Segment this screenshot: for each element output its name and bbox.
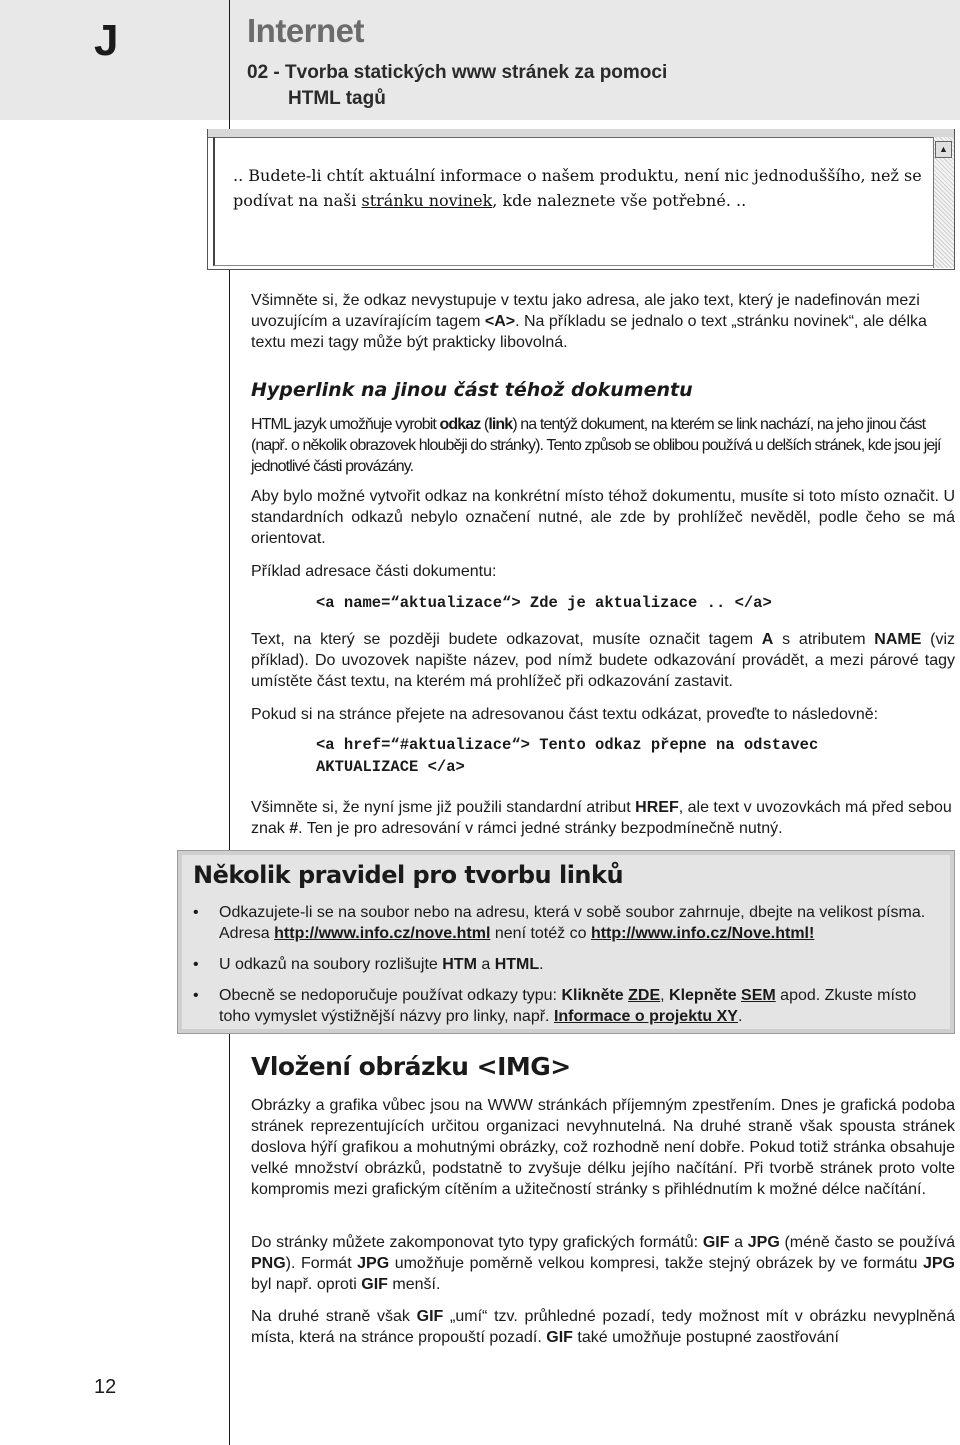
section1-paragraph-2: Aby bylo možné vytvořit odkaz na konkrétní místo téhož dokumentu, musíte si toto místo označit. U standardních odkazů nebylo označení nutné, ale zde by prohlížeč nevěděl, podle čeho se má orientovat. [251, 488, 955, 547]
code-example-name: <a name=“aktualizace“> Zde je aktualizace .. </a> [316, 594, 772, 612]
bullet-icon: • [193, 956, 199, 973]
tip-item-3: • Obecně se nedoporučuje používat odkazy typu: Klikněte ZDE, Klepněte SEM apod. Zkuste místo toho vymyslet výstižnější názvy pro linky, např. Informace o projektu XY. [193, 987, 917, 1025]
bullet-icon: • [193, 904, 199, 921]
browser-content-area [213, 137, 933, 266]
browser-scrollbar[interactable] [933, 137, 954, 268]
section2-paragraph-1: Obrázky a grafika vůbec jsou na WWW stránkách příjemným zpestřením. Dnes je grafická podoba stránek reprezentujících určitou organizaci nevyhnutelná. Na druhé straně však spousta stránek doslova hýří grafikou a mohutnými obrázky, což rozhodně není dobře. Pokud totiž stránka obsahuje velké množství obrázků, podstatně to zvyšuje délku jejího načítání. Při tvorbě stránek proto volte kompromis mezi grafickým cítěním a užitečností stránky s přihlédnutím k možné délce načítání. [251, 1097, 955, 1198]
section1-paragraph-6: Všimněte si, že nyní jsme již použili standardní atribut HREF, ale text v uvozovkách má před sebou znak #. Ten je pro adresování v rámci jedné stránky bezpodmínečně nutný. [251, 799, 952, 837]
chapter-subtitle-line2: HTML tagů [288, 88, 386, 109]
link-example-projekt[interactable]: Informace o projektu XY [553, 1008, 738, 1025]
section1-paragraph-4: Text, na který se později budete odkazovat, musíte označit tagem A s atributem NAME (viz příklad). Do uvozovek napište název, pod nímž budete odkazování provádět, a mezi párové tagy umístěte část textu, na kterém má prohlížeč při odkazování zastavit. [251, 631, 955, 690]
url-uppercase[interactable]: http://www.info.cz/Nove.html! [590, 925, 815, 942]
scroll-up-arrow-icon[interactable]: ▲ [935, 141, 952, 158]
browser-screenshot [207, 129, 955, 270]
tip-box-title: Několik pravidel pro tvorbu linků [193, 861, 624, 889]
section1-paragraph-3: Příklad adresace části dokumentu: [251, 563, 497, 580]
chapter-subtitle-line1: 02 - Tvorba statických www stránek za pomoci [247, 62, 668, 83]
code-example-href: <a href=“#aktualizace“> Tento odkaz přepne na odstavec AKTUALIZACE </a> [316, 736, 819, 776]
section2-paragraph-2: Do stránky můžete zakomponovat tyto typy grafických formátů: GIF a JPG (méně často se používá PNG). Formát JPG umožňuje poměrně velkou kompresi, takže stejný obrázek by ve formátu JPG byl např. oproti GIF menší. [251, 1234, 956, 1293]
chapter-subtitle [247, 60, 727, 112]
tip-item-1: • Odkazujete-li se na soubor nebo na adresu, která v sobě soubor zahrnuje, dbejte na velikost písma. Adresa http://www.info.cz/nove.html není totéž co http://www.info.cz/Nove.html! [193, 904, 926, 942]
bullet-icon: • [193, 987, 199, 1004]
browser-text: .. Budete-li chtít aktuální informace o našem produktu, není nic jednoduššího, než se podívat na naši stránku novinek, kde naleznete vše potřebné. .. [233, 166, 922, 210]
tip-item-2: • U odkazů na soubory rozlišujte HTM a HTML. [193, 956, 544, 973]
intro-paragraph: Všimněte si, že odkaz nevystupuje v textu jako adresa, ale jako text, který je nadefinován mezi uvozujícím a uzavírajícím tagem <A>. Na příkladu se jednalo o text „stránku novinek“, ale délka textu mezi tagy může být prakticky libovolná. [251, 292, 927, 351]
tip-box-inner [182, 855, 950, 1029]
section-heading-hyperlink: Hyperlink na jinou část téhož dokumentu [251, 379, 693, 401]
url-lowercase[interactable]: http://www.info.cz/nove.html [274, 925, 491, 942]
section1-paragraph-5: Pokud si na stránce přejete na adresovanou část textu odkázat, proveďte to následovně: [251, 706, 879, 723]
section2-paragraph-3: Na druhé straně však GIF „umí“ tzv. průhledné pozadí, tedy možnost mít v obrázku nevyplněná místa, která na stránce propouští pozadí. GIF také umožňuje postupné zaostřování [251, 1308, 955, 1346]
section1-paragraph-1: HTML jazyk umožňuje vyrobit odkaz (link) na tentýž dokument, na kterém se link nachází, na jeho jinou část (např. o několik obrazovek hlouběji do stránky). Tento způsob se oblibou používá u delších stránek, kde jsou její jednotlivé části provázány. [251, 416, 941, 475]
link-example-sem[interactable]: SEM [741, 987, 776, 1004]
browser-link-news[interactable]: stránku novinek [361, 191, 493, 210]
section-heading-img: Vložení obrázku <IMG> [251, 1052, 571, 1081]
link-example-zde[interactable]: ZDE [628, 987, 661, 1004]
chapter-title: Internet [247, 12, 365, 49]
section-letter: J [94, 16, 119, 65]
tip-box [177, 850, 955, 1034]
page-number: 12 [94, 1376, 117, 1398]
